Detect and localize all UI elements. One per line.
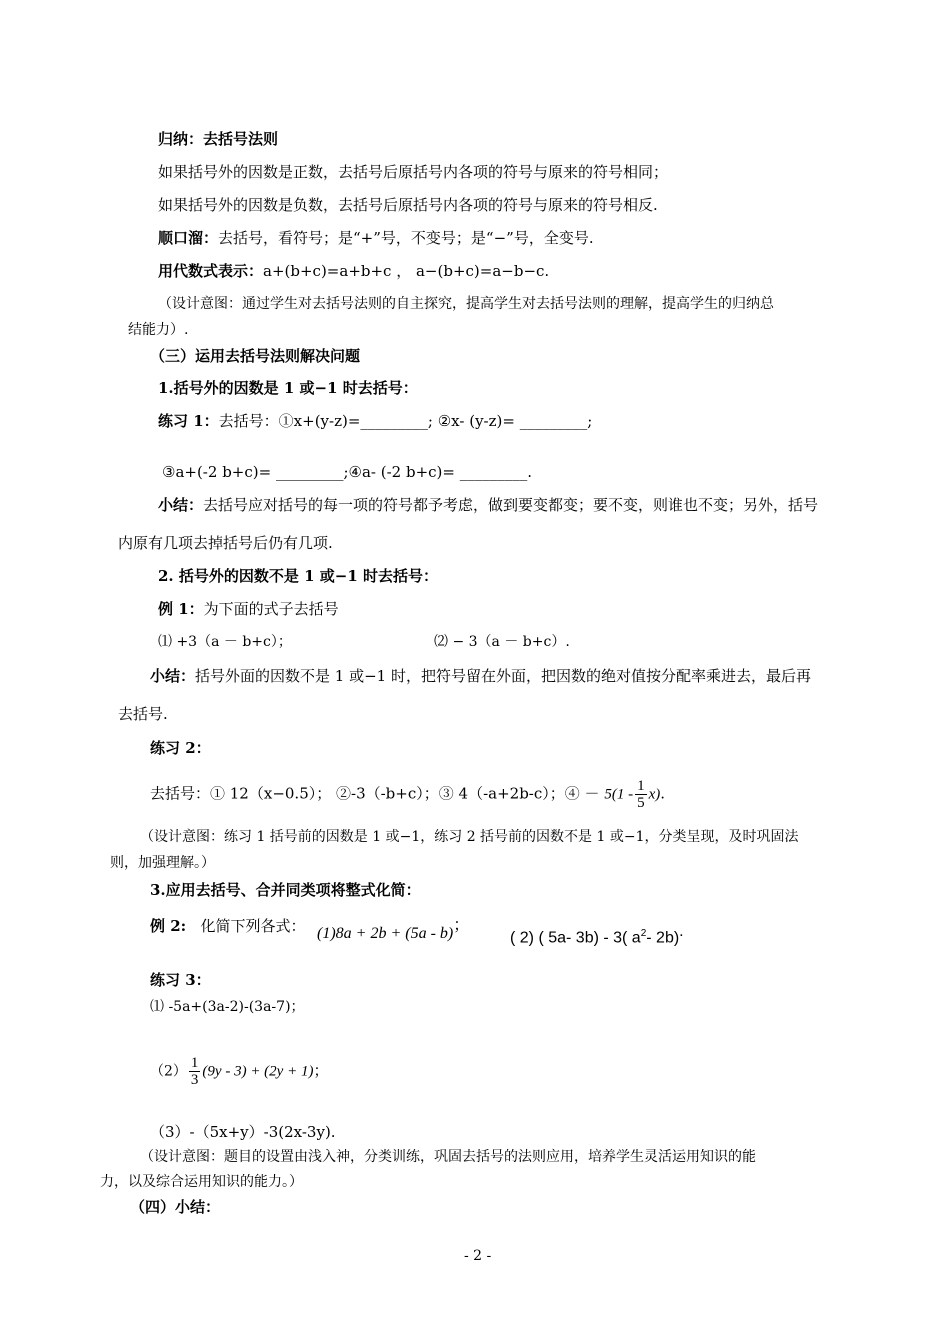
example-1-label: 例 1： (158, 600, 204, 618)
exercise-2-line (150, 778, 665, 811)
exercise-2-math-post: x) (648, 786, 661, 803)
section-3-title: （三）运用去括号法则解决问题 (150, 347, 361, 365)
example-2-end: . (679, 923, 684, 941)
exercise-3-label: 练习 3： (150, 971, 211, 989)
summary-2-text: 括号外面的因数不是 1 或−1 时，把符号留在外面，把因数的绝对值按分配率乘进去，最后再 (195, 667, 811, 685)
subsection-3-title: 3.应用去括号、合并同类项将整式化简： (150, 881, 421, 899)
summary-2-line2: 去括号. (118, 705, 168, 723)
example-2-expr2-post: - 2b) (646, 929, 680, 947)
design-intent-2-line1: （设计意图：练习 1 括号前的因数是 1 或−1，练习 2 括号前的因数不是 1 或−1，分类呈现，及时巩固法 (140, 829, 799, 845)
subsection-1-title: 1.括号外的因数是 1 或−1 时去括号： (158, 379, 418, 397)
design-intent-2-line2: 则，加强理解。） (110, 855, 215, 871)
summary-1-line1 (158, 495, 818, 515)
example-2-text: 化简下列各式： (200, 917, 306, 935)
example-1-line (158, 599, 339, 619)
fraction-numerator: 1 (637, 778, 645, 794)
summary-2-line1 (150, 666, 811, 686)
design-intent-1-line2: 结能力）. (128, 322, 189, 338)
mnemonic-text: 去括号，看符号；是“+”号，不变号；是“−”号，全变号. (218, 229, 594, 247)
example-1-item-1: ⑴ +3（a － b+c）； (158, 634, 292, 650)
exercise-3-item-1: ⑴ -5a+(3a-2)-(3a-7)； (150, 999, 305, 1015)
summary-1-text: 去括号应对括号的每一项的符号都予考虑，做到要变都变；要不变，则谁也不变；另外，括号 (203, 496, 819, 514)
algebra-label: 用代数式表示： (158, 262, 264, 280)
section-4-title: （四）小结： (130, 1198, 221, 1216)
subsection-2-title: 2. 括号外的因数不是 1 或−1 时去括号： (158, 567, 438, 585)
design-intent-1-line1: （设计意图：通过学生对去括号法则的自主探究，提高学生对去括号法则的理解，提高学生的归纳总 (158, 296, 774, 312)
rule-negative: 如果括号外的因数是负数，去括号后原括号内各项的符号与原来的符号相反. (158, 196, 658, 214)
example-2-expression-2 (510, 924, 684, 948)
example-1-text: 为下面的式子去括号 (203, 600, 339, 618)
example-2-expr2-pre: ( 2) ( 5a- 3b) - 3( a (510, 929, 641, 947)
exercise-3-item-2-expression: (9y - 3) + (2y + 1) (202, 1063, 314, 1080)
fraction-denominator: 5 (637, 795, 645, 811)
example-2-line (150, 916, 306, 936)
design-intent-3-line1: （设计意图：题目的设置由浅入神，分类训练，巩固去括号的法则应用，培养学生灵活运用知识的能 (140, 1149, 756, 1165)
rule-positive: 如果括号外的因数是正数，去括号后原括号内各项的符号与原来的符号相同； (158, 163, 669, 181)
exercise-1-label: 练习 1： (158, 412, 219, 430)
exercise-2-label: 练习 2： (150, 739, 211, 757)
example-2-separator: ； (453, 917, 470, 934)
fraction-numerator: 1 (190, 1055, 199, 1071)
exercise-2-end: . (660, 784, 666, 803)
exercise-3-item-2-end: ； (313, 1061, 329, 1080)
algebra-text: a+(b+c)=a+b+c ， a−(b+c)=a−b−c. (263, 262, 550, 280)
example-2-label: 例 2: (150, 917, 187, 935)
summary-1-line2: 内原有几项去掉括号后仍有几项. (118, 534, 333, 552)
exercise-3-item-2-label: （2） (150, 1063, 187, 1080)
mnemonic-label: 顺口溜： (158, 229, 219, 247)
example-2-expr1-text: (1)8a + 2b + (5a - b) (317, 925, 454, 942)
example-2-expr2-sup: 2 (640, 928, 647, 939)
design-intent-3-line2: 力，以及综合运用知识的能力。） (100, 1174, 303, 1190)
exercise-3-item-2 (150, 1055, 328, 1088)
page-number: - 2 - (464, 1248, 492, 1264)
exercise-3-fraction (189, 1055, 201, 1088)
fraction-denominator: 3 (190, 1072, 199, 1088)
mnemonic-line (158, 228, 594, 248)
heading-summary-rule: 归纳：去括号法则 (158, 130, 279, 148)
exercise-2-fraction (635, 778, 647, 811)
exercise-2-math-pre: 5(1 - (604, 786, 634, 803)
summary-2-label: 小结： (150, 667, 196, 685)
exercise-3-item-3: （3）-（5x+y）-3(2x-3y). (150, 1123, 336, 1141)
exercise-1-line2: ③a+(-2 b+c)= _________;④a- (-2 b+c)= _________. (162, 463, 532, 481)
summary-1-label: 小结： (158, 496, 204, 514)
exercise-1-text: 去括号：①x+(y-z)=_________; ②x- (y-z)= _________; (218, 412, 593, 430)
exercise-1-line1 (158, 411, 592, 431)
exercise-2-text: 去括号：① 12（x−0.5）； ②-3（-b+c）；③ 4（-a+2b-c）；④ － (150, 784, 600, 803)
example-2-expression-1 (317, 917, 470, 944)
example-1-item-2: ⑵ − 3（a － b+c）. (434, 634, 570, 650)
algebra-line (158, 261, 549, 281)
